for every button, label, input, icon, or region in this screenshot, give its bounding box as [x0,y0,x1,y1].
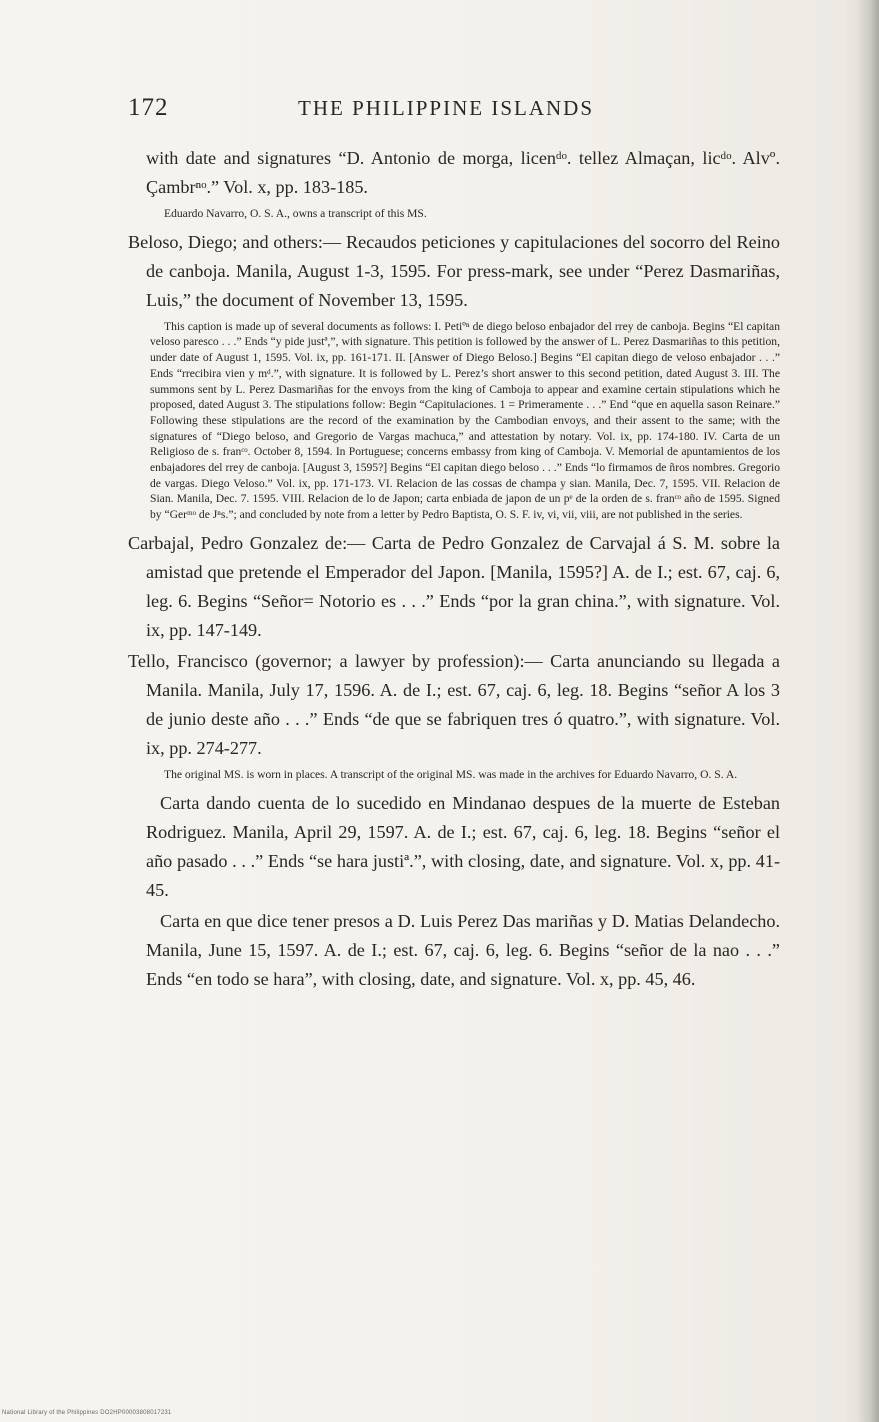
entry-tello-presos: Carta en que dice tener presos a D. Luis Perez Das mariñas y D. Matias Delandecho. Manila, June 15, 1597. A. de I.; est. 67, caj. 6, leg. 6. Begins “señor de la nao . . .” Ends “en todo se hara”, with closing, date, and signature. Vol. x, pp. 45, 46. [146,910,780,989]
page-number: 172 [128,94,169,121]
page-edge-shadow [857,0,879,1422]
entry-carbajal: Carbajal, Pedro Gonzalez de:— Carta de Pedro Gonzalez de Carvajal á S. M. sobre la amistad que pretende el Emperador del Japon. [Manila, 1595?] A. de I.; est. 67, caj. 6, leg. 6. Begins “Señor= Notorio es . . .” Ends “por la gran china.”, with signature. Vol. ix, pp. 147-149. [128,532,780,640]
note-navarro-transcript: Eduardo Navarro, O. S. A., owns a transcript of this MS. [164,207,427,220]
note-tello-ms: The original MS. is worn in places. A transcript of the original MS. was made in the archives for Eduardo Navarro, O. S. A. [164,767,738,781]
entry-tello-mindanao: Carta dando cuenta de lo sucedido en Mindanao despues de la muerte de Esteban Rodriguez. Manila, April 29, 1597. A. de I.; est. 67, caj. 6, leg. 18. Begins “señor el año pasado . . .” Ends “se hara justiª.”, with closing, date, and signature. Vol. x, pp. 41-45. [146,792,780,900]
running-title: THE PHILIPPINE ISLANDS [298,96,594,120]
entry-continuation: with date and signatures “D. Antonio de morga, licenᵈᵒ. tellez Almaçan, licᵈᵒ. Alvº. Çambrⁿᵒ.” Vol. x, pp. 183-185. [146,148,780,197]
scan-credit: National Library of the Philippines DO2HP00003808017231 [2,1410,172,1416]
note-beloso-caption: This caption is made up of several documents as follows: I. Petiºⁿ de diego beloso enbajador del rrey de canboja. Begins “El capitan veloso paresco . . .” Ends “y pide justª,”, with signature. This petition is followed by the answer of L. Perez Dasmariñas to this petition, under date of August 1, 1595. Vol. ix, pp. 161-171. II. [Answer of Diego Beloso.] Begins “El capitan diego de veloso enbajador . . .” Ends “rrecibira vien y mᵈ.”, with signature. It is followed by L. Perez’s short answer to this second petition, dated August 3. III. The summons sent by L. Perez Dasmariñas for the envoys from the king of Camboja to appear and examine certain stipulations which he proposed, dated August 3. The stipulations follow: Begin “Capitulaciones. 1 = Primeramente . . .” End “que en aquella sason Reinare.” Following these stipulations are the record of the examination by the Cambodian envoys, and their assent to the same; with the signatures of “Diego beloso, and Gregorio de Vargas machuca,” and attestation by notary. Vol. ix, pp. 174-180. IV. Carta de un Religioso de s. franᶜᵒ. October 8, 1594. In Portuguese; concerns embassy from king of Camboja. V. Memorial de apuntamientos de los enbajadores del rrey de canboja. [August 3, 1595?] Begins “El capitan diego beloso . . .” Ends “lo firmamos de ñros nombres. Gregorio de vargas. Diego Veloso.” Vol. ix, pp. 171-173. VI. Relacion de las cossas de champa y sian. Manila, Dec. 7, 1595. VII. Relacion de Sian. Manila, Dec. 7. 1595. VIII. Relacion de lo de Japon; carta enbiada de japon de un pᵉ de la orden de s. franᶜᵒ año de 1595. Signed by “Gerᵐᵒ de Jⁿs.”; and concluded by note from a letter by Pedro Baptista, O. S. F. iv, vi, vii, viii, are not published in the series. [150,319,780,522]
page-body [128,144,780,996]
entry-tello: Tello, Francisco (governor; a lawyer by profession):— Carta anunciando su llegada a Manila. Manila, July 17, 1596. A. de I.; est. 67, caj. 6, leg. 18. Begins “señor A los 3 de junio deste año . . .” Ends “de que se fabriquen tres ó quatro.”, with signature. Vol. ix, pp. 274-277. [128,650,780,758]
page-header [128,94,768,128]
entry-beloso: Beloso, Diego; and others:— Recaudos peticiones y capitulaciones del socorro del Reino de canboja. Manila, August 1-3, 1595. For press-mark, see under “Perez Dasmariñas, Luis,” the document of November 13, 1595. [128,231,780,310]
